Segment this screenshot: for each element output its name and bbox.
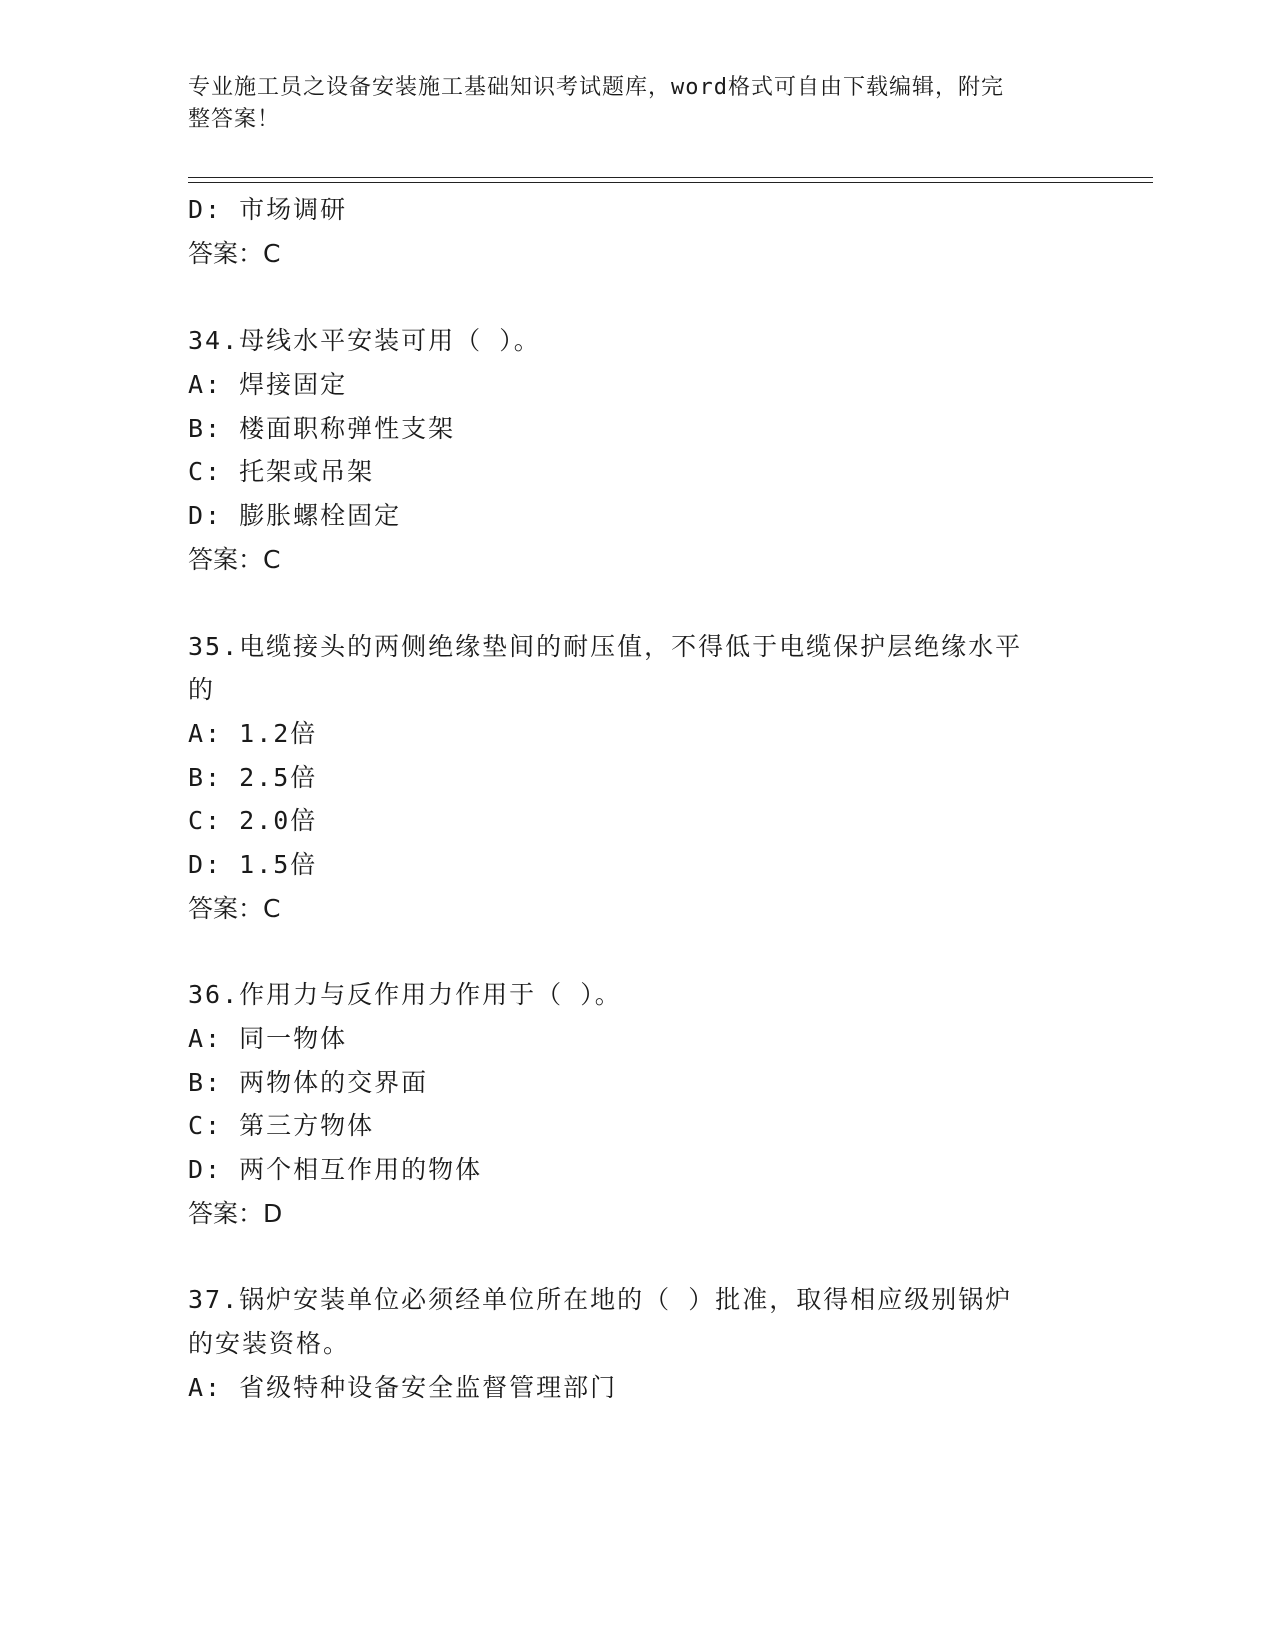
- question-34: 34.母线水平安装可用（ ）。: [188, 326, 541, 355]
- option-c: C: 2.0倍: [188, 806, 318, 835]
- option-a: A: 同一物体: [188, 1024, 348, 1053]
- question-35: 35.电缆接头的两侧绝缘垫间的耐压值，不得低于电缆保护层绝缘水平: [188, 632, 1023, 661]
- header-divider-bottom: [188, 182, 1153, 183]
- option-d: D: 膨胀螺栓固定: [188, 501, 402, 530]
- option-c: C: 托架或吊架: [188, 457, 375, 486]
- answer-line: 答案：C: [188, 545, 281, 574]
- answer-line: 答案：D: [188, 1199, 283, 1228]
- question-36: 36.作用力与反作用力作用于（ ）。: [188, 980, 622, 1009]
- option-d: D: 市场调研: [188, 195, 348, 224]
- option-b: B: 两物体的交界面: [188, 1068, 429, 1097]
- option-b: B: 楼面职称弹性支架: [188, 414, 456, 443]
- option-a: A: 省级特种设备安全监督管理部门: [188, 1373, 618, 1402]
- option-d: D: 两个相互作用的物体: [188, 1155, 483, 1184]
- question-37: 37.锅炉安装单位必须经单位所在地的（ ）批准，取得相应级别锅炉: [188, 1285, 1013, 1314]
- answer-line: 答案：C: [188, 894, 281, 923]
- option-a: A: 1.2倍: [188, 719, 318, 748]
- option-b: B: 2.5倍: [188, 763, 318, 792]
- header-divider-top: [188, 177, 1153, 178]
- option-a: A: 焊接固定: [188, 370, 348, 399]
- question-35-cont: 的: [188, 675, 216, 704]
- option-d: D: 1.5倍: [188, 850, 318, 879]
- option-c: C: 第三方物体: [188, 1111, 375, 1140]
- answer-line: 答案：C: [188, 239, 281, 268]
- header-line-2: 整答案！: [188, 107, 281, 132]
- document-header: [188, 72, 1068, 136]
- header-line-1: 专业施工员之设备安装施工基础知识考试题库，word格式可自由下载编辑，附完: [188, 75, 1004, 100]
- question-37-cont: 的安装资格。: [188, 1329, 351, 1358]
